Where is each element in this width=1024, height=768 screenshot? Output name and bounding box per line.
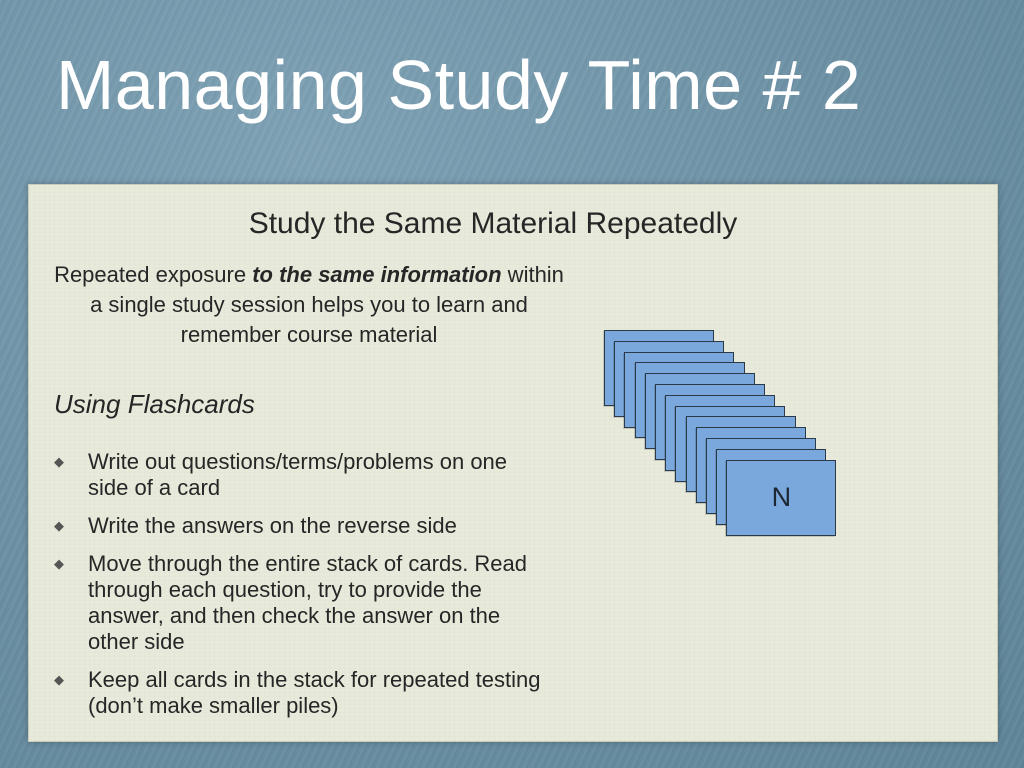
content-panel — [28, 184, 998, 742]
list-item-text: Move through the entire stack of cards. Read through each question, try to provide the answer, and then check the answer on the other side — [88, 551, 528, 654]
slide-title: Managing Study Time # 2 — [56, 46, 862, 124]
slide-subtitle: Study the Same Material Repeatedly — [248, 207, 738, 240]
diamond-bullet-icon: ◆ — [54, 454, 64, 469]
intro-text-start: Repeated exposure — [54, 262, 253, 287]
list-item — [51, 667, 551, 719]
list-item — [51, 513, 551, 539]
diamond-bullet-icon: ◆ — [54, 518, 64, 533]
diamond-bullet-icon: ◆ — [54, 556, 64, 571]
list-item-text: Keep all cards in the stack for repeated testing (don’t make smaller piles) — [88, 667, 541, 718]
flashcards-heading: Using Flashcards — [54, 389, 255, 419]
flashcard-label: N — [771, 482, 792, 513]
intro-paragraph — [47, 260, 571, 350]
list-item — [51, 551, 551, 655]
flashcard-steps-list — [51, 449, 551, 731]
list-item-text: Write the answers on the reverse side — [88, 513, 457, 538]
intro-emphasis: to the same information — [252, 262, 502, 287]
diamond-bullet-icon: ◆ — [54, 672, 64, 687]
intro-text-end: within a single study session helps you to learn and remember course material — [90, 262, 564, 347]
flashcard-front — [726, 460, 836, 536]
list-item-text: Write out questions/terms/problems on one side of a card — [88, 449, 508, 500]
list-item — [51, 449, 551, 501]
flashcard-stack-illustration — [604, 330, 848, 540]
